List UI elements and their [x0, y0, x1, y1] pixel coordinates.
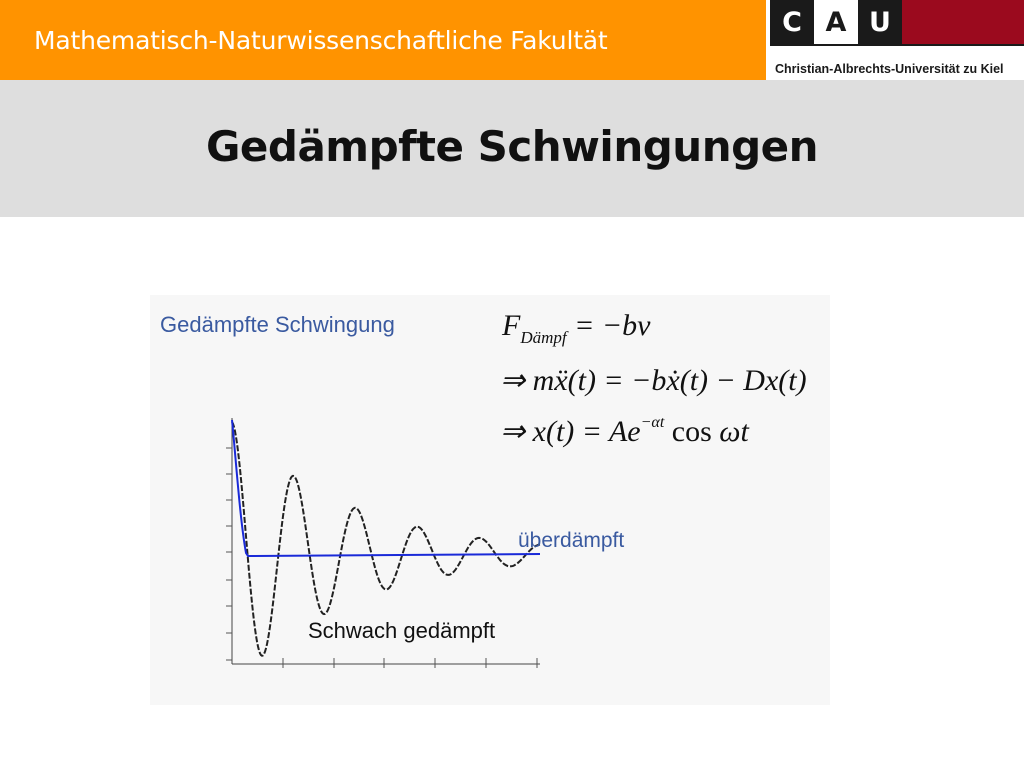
solution-exponent: −αt [640, 414, 665, 431]
damping-force-formula [502, 309, 650, 348]
logo-letter-u: U [858, 0, 902, 44]
x-ticks [283, 658, 537, 668]
logo-letter-c: C [770, 0, 814, 44]
faculty-name: Mathematisch-Naturwissenschaftliche Fakultät [34, 26, 608, 55]
formula-force-subscript: Dämpf [520, 328, 567, 347]
solution-lhs: ⇒ x(t) = Ae [500, 415, 641, 448]
solution-omega-t: ωt [719, 415, 749, 448]
y-ticks [226, 448, 232, 660]
label-weakly-damped: Schwach gedämpft [308, 618, 496, 643]
figure-title: Gedämpfte Schwingung [160, 312, 395, 337]
solution-cos: cos [671, 415, 712, 448]
solution-formula [500, 414, 749, 449]
label-overdamped: überdämpft [518, 529, 625, 552]
overdamped-curve [232, 420, 540, 556]
equation-of-motion: ⇒ mẍ(t) = −bẋ(t) − Dx(t) [500, 364, 807, 397]
logo-letter-a: A [814, 0, 858, 44]
slide-title: Gedämpfte Schwingungen [205, 122, 819, 171]
formula-force-rhs: = −bv [574, 309, 651, 342]
university-name: Christian-Albrechts-Universität zu Kiel [775, 62, 1004, 76]
formula-force-symbol: F [502, 309, 521, 342]
